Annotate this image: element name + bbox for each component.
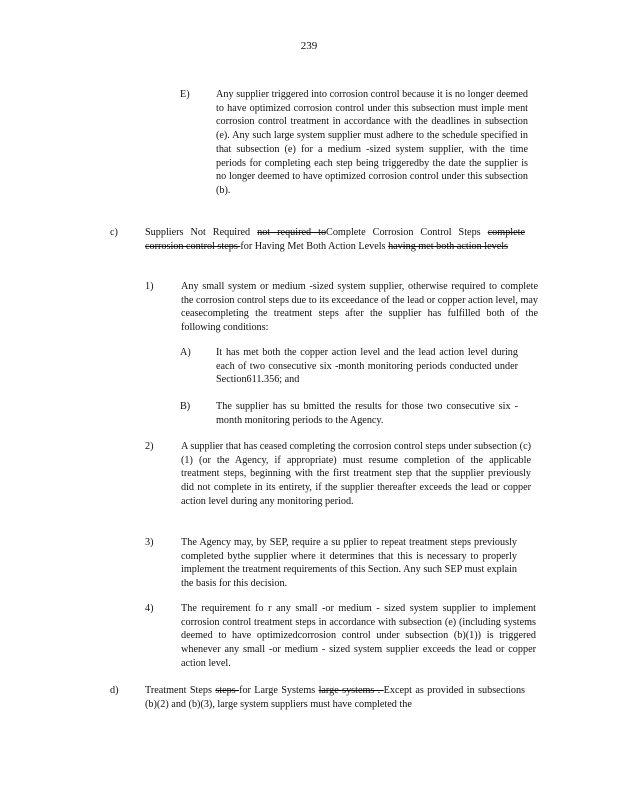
text-segment: Suppliers Not Required xyxy=(145,227,258,238)
item-text xyxy=(181,440,531,509)
text-segment: The requirement fo r any small -or medium - sized system supplier to implement corrosion control treatment steps in accordance with subsection (e) (including systems deemed to have optimizedcorrosion control under subsection (b)(1)) is triggered whenever any small -or medium - sized system supplier exceeds the lead or copper action level. xyxy=(181,603,536,669)
text-segment: Treatment Steps xyxy=(145,685,216,696)
page-number: 239 xyxy=(300,40,318,52)
text-segment: A supplier that has ceased completing the corrosion control steps under subsection (c)(1) (or the Agency, if appropriate) must resume completion of the applicable treatment steps, beginning with the first treatment step that the supplier previously did not complete in its entirety, if the supplier thereafter exceeds the lead or copper action level during any monitoring period. xyxy=(181,441,531,507)
item-text xyxy=(145,226,525,253)
item-text xyxy=(145,684,525,711)
text-segment: The supplier has su bmitted the results for those two consecutive six -month monitoring periods to the Agency. xyxy=(216,401,518,426)
text-segment: for Having Met Both Action Levels xyxy=(240,240,389,252)
item-label: d) xyxy=(110,685,119,696)
item-text xyxy=(216,346,518,387)
text-segment: It has met both the copper action level and the lead action level during each of two consecutive six -month monitoring periods conducted under Section611.356; and xyxy=(216,347,518,386)
item-text xyxy=(181,536,517,591)
text-segment: Except as provided in subsections (b)(2) and (b)(3), large system suppliers must have completed the xyxy=(145,685,526,710)
item-label: 3) xyxy=(145,537,154,548)
text-segment: for Large Systems xyxy=(239,685,319,696)
text-segment: Any small system or medium -sized system supplier, otherwise required to complete the corrosion control steps due to its exceedance of the lead or copper action level, may ceasecompleting the treatment steps after the supplier has fulfilled both of the following conditions: xyxy=(181,281,538,334)
text-segment: Any supplier triggered into corrosion control because it is no longer deemed to have optimized corrosion control under this subsection must imple ment corrosion control treatment in accordance with the deadlines in subsection (e). Any such large system supplier must adhere to the schedule specified in that subsection (e) for a medium -sized system supplier, with the time periods for completing each step being triggeredby the date the supplier is no longer deemed to have optimized corrosion control under this subsection (b). xyxy=(216,89,528,196)
item-label: E) xyxy=(180,89,190,100)
text-segment: Complete Corrosion Control Steps xyxy=(326,227,488,238)
item-text xyxy=(181,602,536,671)
text-segment: The Agency may, by SEP, require a su pplier to repeat treatment steps previously completed bythe supplier where it determines that this is necessary to properly implement the treatment requirements of this Section. Any such SEP must explain the basis for this decision. xyxy=(181,537,517,590)
item-label: 1) xyxy=(145,281,154,292)
item-label: B) xyxy=(180,401,191,412)
struck-text: complete corrosion control steps xyxy=(145,227,525,252)
item-label: c) xyxy=(110,227,118,238)
item-label: A) xyxy=(180,347,191,358)
struck-text: not required to xyxy=(257,227,327,238)
struck-text: steps xyxy=(215,685,240,696)
struck-text: having met both action levels xyxy=(388,240,509,252)
item-label: 4) xyxy=(145,603,154,614)
item-text xyxy=(216,400,518,427)
item-text xyxy=(181,280,538,335)
item-text xyxy=(216,88,528,198)
struck-text: large systems . xyxy=(318,685,384,696)
item-label: 2) xyxy=(145,441,154,452)
